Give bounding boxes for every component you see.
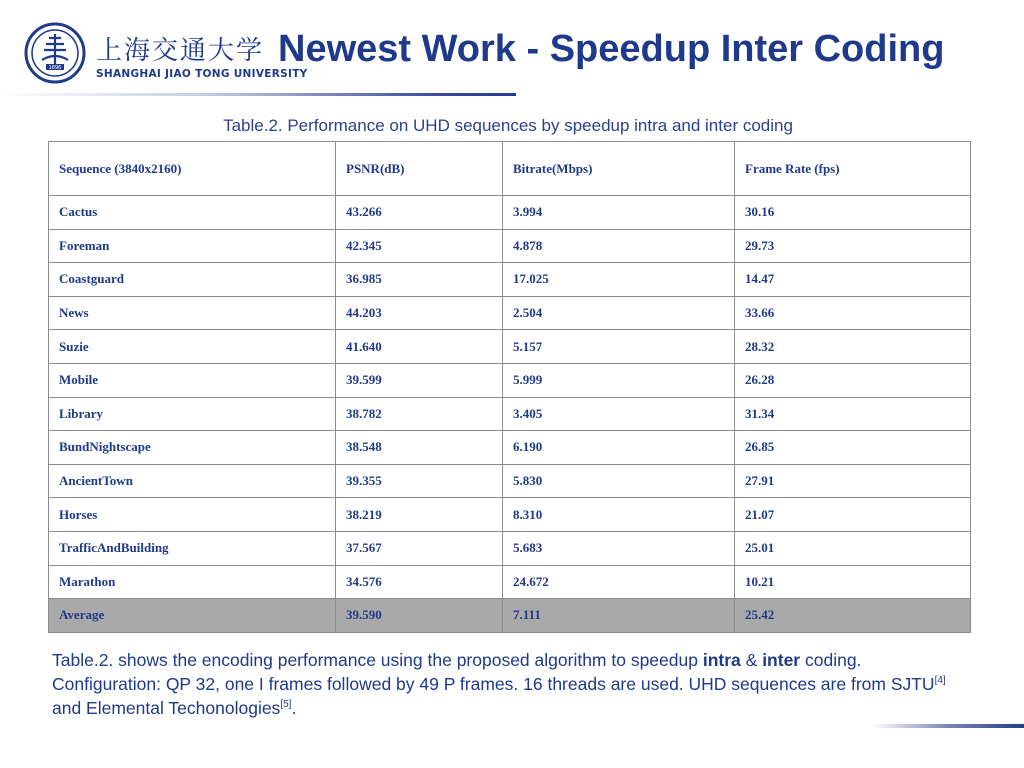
description-line1-prefix: Table.2. shows the encoding performance using the proposed algorithm to speedup [52, 650, 703, 670]
table-row [49, 464, 971, 498]
description-line1-suffix: coding. [800, 650, 862, 670]
cell-bitrate: 17.025 [503, 263, 735, 297]
cell-sequence: Suzie [49, 330, 336, 364]
cell-sequence: AncientTown [49, 464, 336, 498]
university-logo [24, 18, 308, 88]
cell-sequence: Library [49, 397, 336, 431]
table-caption: Table.2. Performance on UHD sequences by speedup intra and inter coding [223, 116, 793, 135]
cell-bitrate: 2.504 [503, 296, 735, 330]
cell-frame-rate: 28.32 [735, 330, 971, 364]
table-row [49, 263, 971, 297]
cell-psnr: 34.576 [336, 565, 503, 599]
cell-psnr: 43.266 [336, 196, 503, 230]
keyword-intra: intra [702, 650, 741, 670]
table-row [49, 363, 971, 397]
title-underline [0, 93, 516, 96]
cell-frame-rate: 33.66 [735, 296, 971, 330]
cell-bitrate: 5.999 [503, 363, 735, 397]
cell-frame-rate: 27.91 [735, 464, 971, 498]
table-row [49, 565, 971, 599]
cell-psnr: 41.640 [336, 330, 503, 364]
cell-sequence: Marathon [49, 565, 336, 599]
cell-sequence: Coastguard [49, 263, 336, 297]
description-ampersand: & [740, 650, 763, 670]
cell-psnr: 38.782 [336, 397, 503, 431]
cell-bitrate: 8.310 [503, 498, 735, 532]
cell-bitrate: 4.878 [503, 229, 735, 263]
cell-frame-rate: 30.16 [735, 196, 971, 230]
cell-average-psnr: 39.590 [336, 599, 503, 633]
cell-frame-rate: 14.47 [735, 263, 971, 297]
cell-psnr: 36.985 [336, 263, 503, 297]
table-row [49, 498, 971, 532]
reference-5: [5] [280, 699, 292, 711]
table-row [49, 296, 971, 330]
keyword-inter: inter [762, 650, 801, 670]
bottom-decorative-rule [872, 724, 1024, 728]
cell-sequence: Mobile [49, 363, 336, 397]
description-line2-mid: and Elemental Techonologies [52, 698, 281, 718]
cell-bitrate: 24.672 [503, 565, 735, 599]
university-seal-icon [24, 22, 86, 84]
cell-frame-rate: 25.01 [735, 531, 971, 565]
cell-psnr: 39.355 [336, 464, 503, 498]
table-row [49, 431, 971, 465]
table-row [49, 397, 971, 431]
cell-psnr: 44.203 [336, 296, 503, 330]
cell-bitrate: 3.994 [503, 196, 735, 230]
cell-sequence: Horses [49, 498, 336, 532]
cell-frame-rate: 26.28 [735, 363, 971, 397]
seal-year: 1896 [48, 65, 62, 71]
cell-average-bitrate: 7.111 [503, 599, 735, 633]
cell-psnr: 39.599 [336, 363, 503, 397]
cell-sequence: News [49, 296, 336, 330]
cell-bitrate: 6.190 [503, 431, 735, 465]
header-sequence: Sequence (3840x2160) [49, 142, 336, 196]
description-text [52, 648, 972, 720]
description-line2-end: . [291, 698, 297, 718]
description-line2-prefix: Configuration: QP 32, one I frames followed by 49 P frames. 16 threads are used. UHD sequences are from SJTU [52, 674, 935, 694]
header-psnr: PSNR(dB) [336, 142, 503, 196]
cell-bitrate: 5.683 [503, 531, 735, 565]
performance-table [48, 141, 971, 633]
table-row [49, 531, 971, 565]
cell-psnr: 37.567 [336, 531, 503, 565]
table-row [49, 196, 971, 230]
cell-sequence: Foreman [49, 229, 336, 263]
cell-bitrate: 5.157 [503, 330, 735, 364]
cell-sequence: Cactus [49, 196, 336, 230]
cell-sequence: BundNightscape [49, 431, 336, 465]
cell-bitrate: 3.405 [503, 397, 735, 431]
table-row [49, 330, 971, 364]
table-average-row [49, 599, 971, 633]
cell-psnr: 38.219 [336, 498, 503, 532]
cell-frame-rate: 31.34 [735, 397, 971, 431]
cell-bitrate: 5.830 [503, 464, 735, 498]
cell-average-label: Average [49, 599, 336, 633]
cell-frame-rate: 26.85 [735, 431, 971, 465]
slide-title: Newest Work - Speedup Inter Coding [278, 28, 945, 70]
header-bitrate: Bitrate(Mbps) [503, 142, 735, 196]
university-name-english: SHANGHAI JIAO TONG UNIVERSITY [96, 68, 308, 80]
cell-frame-rate: 29.73 [735, 229, 971, 263]
university-name-chinese: 上海交通大学 [96, 36, 265, 66]
cell-psnr: 38.548 [336, 431, 503, 465]
reference-4: [4] [934, 675, 946, 687]
cell-sequence: TrafficAndBuilding [49, 531, 336, 565]
header-frame-rate: Frame Rate (fps) [735, 142, 971, 196]
cell-psnr: 42.345 [336, 229, 503, 263]
table-header-row [49, 142, 971, 196]
cell-average-frame-rate: 25.42 [735, 599, 971, 633]
cell-frame-rate: 10.21 [735, 565, 971, 599]
table-row [49, 229, 971, 263]
cell-frame-rate: 21.07 [735, 498, 971, 532]
